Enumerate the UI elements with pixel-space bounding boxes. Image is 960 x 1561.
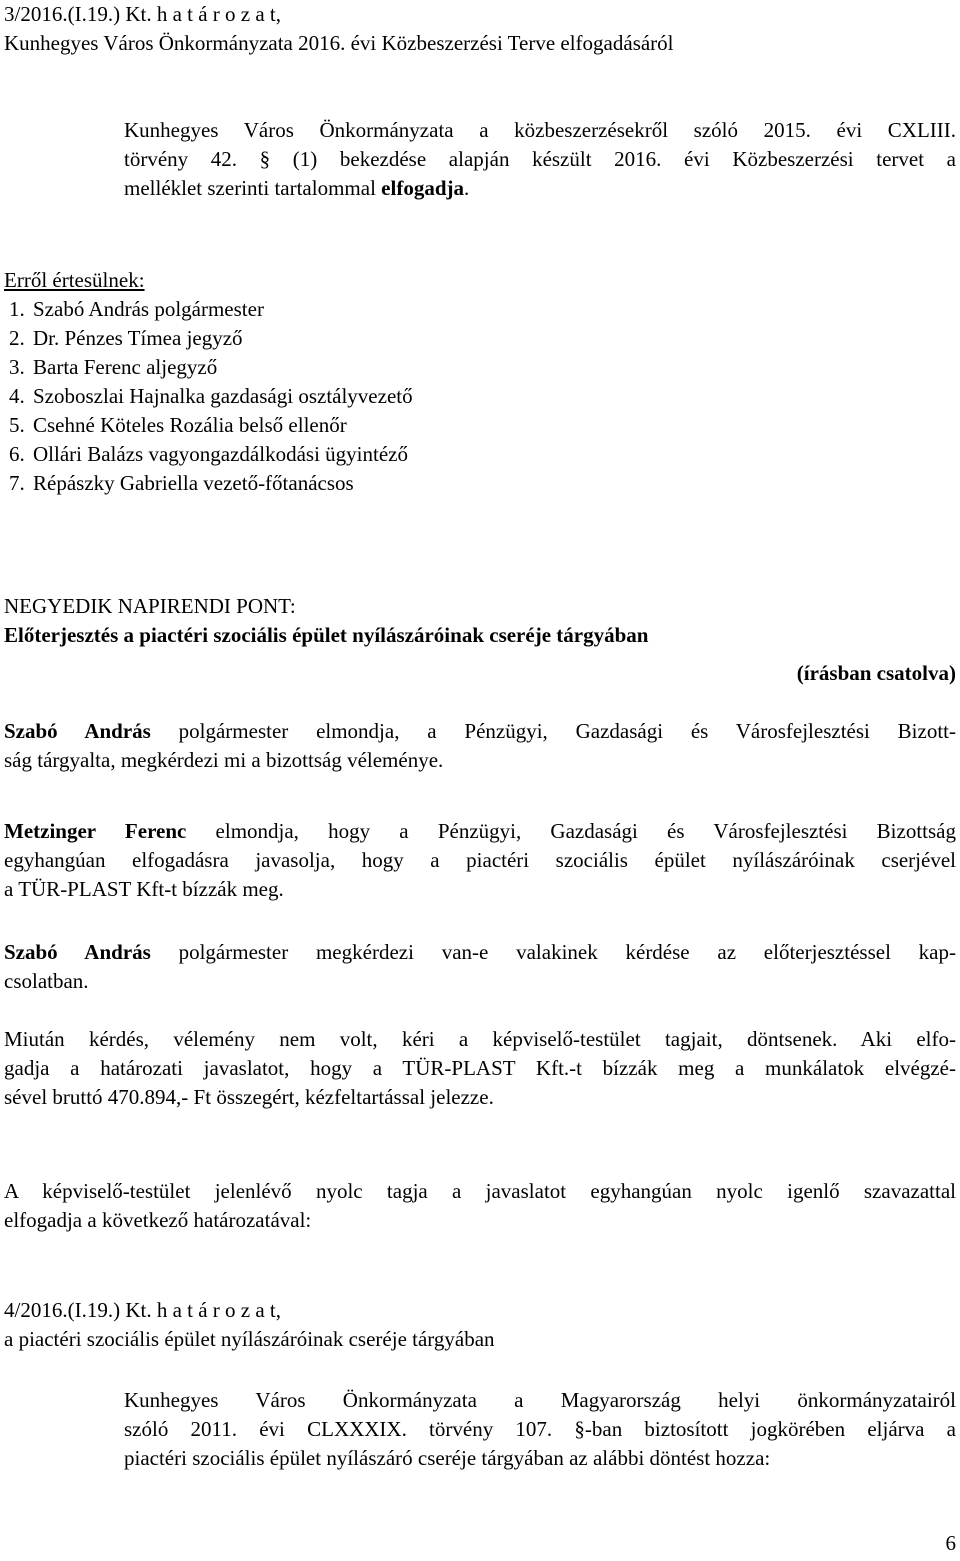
speaker-name: Szabó András bbox=[4, 719, 151, 743]
paragraph-4-line-2: gadja a határozati javaslatot, hogy a TÜR-PLAST Kft.-t bízzák meg a munkálatok elvégzé- bbox=[4, 1056, 956, 1080]
list-item bbox=[9, 382, 956, 411]
paragraph-text: elmondja, hogy a Pénzügyi, Gazdasági és Városfejlesztési Bizottság bbox=[186, 819, 956, 843]
resolution-4-body-line-1: Kunhegyes Város Önkormányzata a Magyarország helyi önkormányzatairól bbox=[124, 1388, 956, 1412]
paragraph-3-line-1 bbox=[4, 938, 956, 967]
agenda-attachment: (írásban csatolva) bbox=[796, 661, 956, 685]
notify-heading bbox=[4, 266, 956, 295]
agenda-heading: NEGYEDIK NAPIRENDI PONT: bbox=[4, 594, 296, 618]
period: . bbox=[464, 176, 470, 200]
paragraph-2-line-2: egyhangúan elfogadásra javasolja, hogy a piactéri szociális épület nyílászáróinak cserjével bbox=[4, 848, 956, 872]
list-item bbox=[9, 324, 956, 353]
speaker-name: Metzinger Ferenc bbox=[4, 819, 187, 843]
paragraph-1-line-2: ság tárgyalta, megkérdezi mi a bizottság véleménye. bbox=[4, 748, 444, 772]
resolution-4-body-line-3: piactéri szociális épület nyílászáró cseréje tárgyában az alábbi döntést hozza: bbox=[124, 1446, 771, 1470]
decision-bold: elfogadja bbox=[381, 176, 464, 200]
body-text: melléklet szerinti tartalommal bbox=[124, 176, 382, 200]
list-text: Szabó András polgármester bbox=[33, 297, 264, 321]
list-item bbox=[9, 411, 956, 440]
paragraph-4-line-3: sével bruttó 470.894,- Ft összegért, kézfeltartással jelezze. bbox=[4, 1085, 494, 1109]
resolution-4-body-line-2: szóló 2011. évi CLXXXIX. törvény 107. §-ban biztosított jogkörében eljárva a bbox=[124, 1417, 956, 1441]
paragraph-2-line-3: a TÜR-PLAST Kft-t bízzák meg. bbox=[4, 877, 284, 901]
resolution-3-number: 3/2016.(I.19.) Kt. h a t á r o z a t, bbox=[4, 2, 282, 26]
list-number: 7. bbox=[9, 471, 25, 495]
page-number: 6 bbox=[945, 1531, 956, 1555]
list-text: Ollári Balázs vagyongazdálkodási ügyintéző bbox=[33, 442, 408, 466]
paragraph-5-line-2: elfogadja a következő határozatával: bbox=[4, 1208, 312, 1232]
resolution-3-title: Kunhegyes Város Önkormányzata 2016. évi Közbeszerzési Terve elfogadásáról bbox=[4, 31, 674, 55]
list-text: Barta Ferenc aljegyző bbox=[33, 355, 218, 379]
list-number: 3. bbox=[9, 355, 25, 379]
list-text: Csehné Köteles Rozália belső ellenőr bbox=[33, 413, 347, 437]
list-item bbox=[9, 353, 956, 382]
paragraph-3-line-2: csolatban. bbox=[4, 969, 89, 993]
list-text: Szoboszlai Hajnalka gazdasági osztályvezető bbox=[33, 384, 413, 408]
resolution-3-body-line-2: törvény 42. § (1) bekezdése alapján készült 2016. évi Közbeszerzési tervet a bbox=[124, 147, 956, 171]
notify-heading-text: Erről értesülnek: bbox=[4, 268, 145, 292]
resolution-4-number: 4/2016.(I.19.) Kt. h a t á r o z a t, bbox=[4, 1298, 282, 1322]
resolution-3-body-line-3 bbox=[124, 174, 956, 203]
list-number: 1. bbox=[9, 297, 25, 321]
list-number: 5. bbox=[9, 413, 25, 437]
paragraph-5-line-1: A képviselő-testület jelenlévő nyolc tagja a javaslatot egyhangúan nyolc igenlő szavazattal bbox=[4, 1179, 956, 1203]
list-item bbox=[9, 440, 956, 469]
list-item bbox=[9, 469, 956, 498]
list-number: 2. bbox=[9, 326, 25, 350]
list-text: Dr. Pénzes Tímea jegyző bbox=[33, 326, 243, 350]
paragraph-text: polgármester elmondja, a Pénzügyi, Gazdasági és Városfejlesztési Bizott- bbox=[150, 719, 956, 743]
paragraph-1-line-1 bbox=[4, 717, 956, 746]
resolution-3-body-line-1: Kunhegyes Város Önkormányzata a közbeszerzésekről szóló 2015. évi CXLIII. bbox=[124, 118, 956, 142]
paragraph-2-line-1 bbox=[4, 817, 956, 846]
paragraph-text: polgármester megkérdezi van-e valakinek kérdése az előterjesztéssel kap- bbox=[150, 940, 956, 964]
list-item bbox=[9, 295, 956, 324]
list-text: Répászky Gabriella vezető-főtanácsos bbox=[33, 471, 354, 495]
agenda-title: Előterjesztés a piactéri szociális épület nyílászáróinak cseréje tárgyában bbox=[4, 623, 649, 647]
paragraph-4-line-1: Miután kérdés, vélemény nem volt, kéri a képviselő-testület tagjait, döntsenek. Aki elfo- bbox=[4, 1027, 956, 1051]
resolution-4-title: a piactéri szociális épület nyílászáróinak cseréje tárgyában bbox=[4, 1327, 495, 1351]
list-number: 6. bbox=[9, 442, 25, 466]
list-number: 4. bbox=[9, 384, 25, 408]
speaker-name: Szabó András bbox=[4, 940, 151, 964]
